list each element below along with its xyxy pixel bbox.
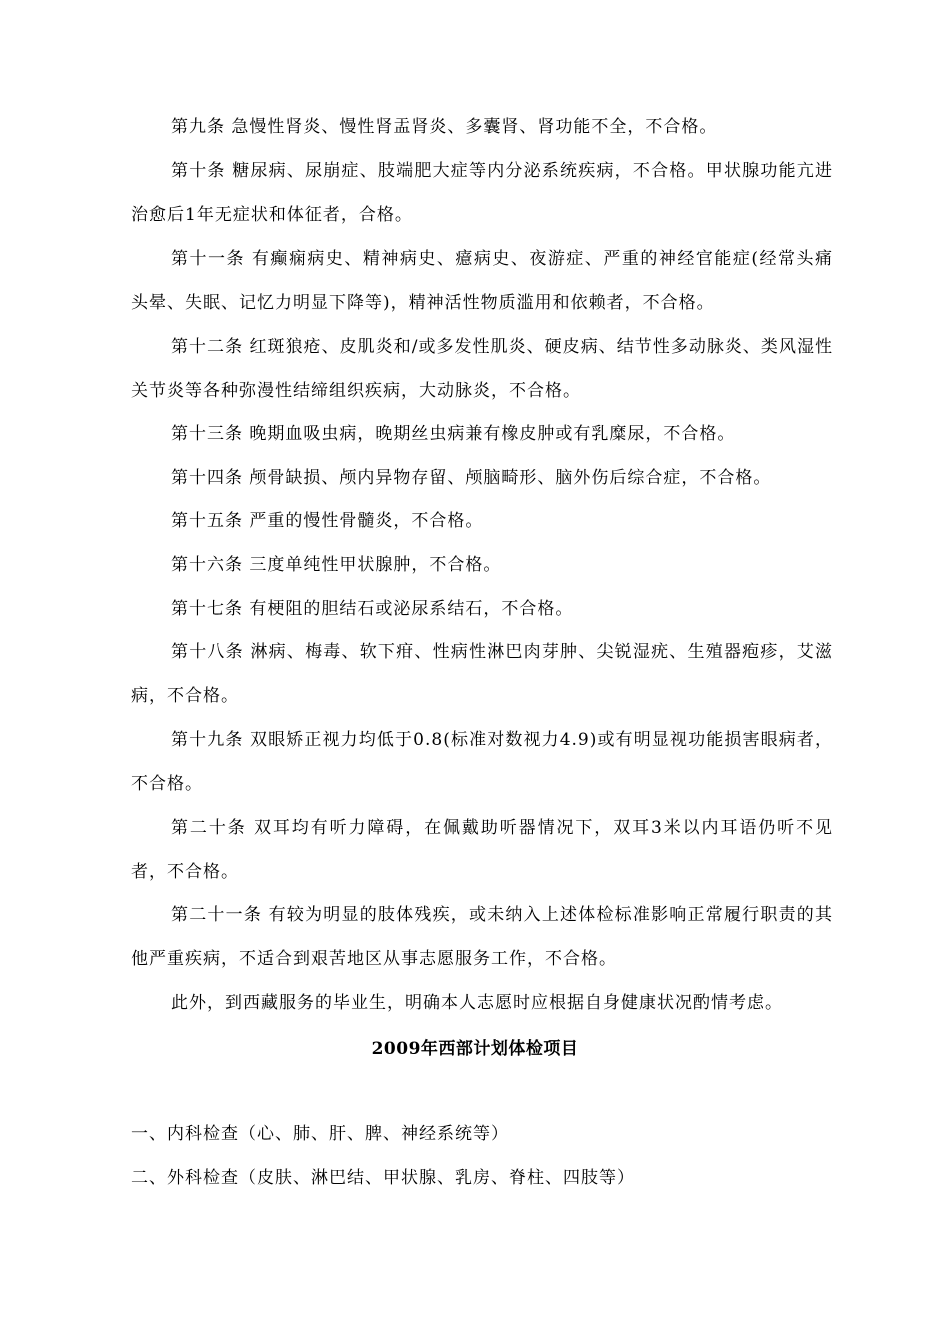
exam-item-surgical: 二、外科检查（皮肤、淋巴结、甲状腺、乳房、脊柱、四肢等） — [131, 1168, 635, 1188]
article-11: 第十一条 有癫痫病史、精神病史、癔病史、夜游症、严重的神经官能症(经常头痛头晕、失眠、记忆力明显下降等)，精神活性物质滥用和依赖者，不合格。 — [131, 249, 833, 313]
exam-item-internal: 一、内科检查（心、肺、肝、脾、神经系统等） — [131, 1124, 509, 1144]
article-14: 第十四条 颅骨缺损、颅内异物存留、颅脑畸形、脑外伤后综合症，不合格。 — [171, 468, 772, 488]
article-9: 第九条 急慢性肾炎、慢性肾盂肾炎、多囊肾、肾功能不全，不合格。 — [171, 117, 718, 137]
article-12: 第十二条 红斑狼疮、皮肌炎和/或多发性肌炎、硬皮病、结节性多动脉炎、类风湿性关节炎等各种弥漫性结缔组织疾病，大动脉炎，不合格。 — [131, 337, 833, 401]
article-18: 第十八条 淋病、梅毒、软下疳、性病性淋巴肉芽肿、尖锐湿疣、生殖器疱疹，艾滋病，不合格。 — [131, 642, 833, 706]
article-15: 第十五条 严重的慢性骨髓炎，不合格。 — [171, 511, 484, 531]
article-20: 第二十条 双耳均有听力障碍，在佩戴助听器情况下，双耳3米以内耳语仍听不见者，不合格。 — [131, 818, 833, 882]
article-17: 第十七条 有梗阻的胆结石或泌尿系结石，不合格。 — [171, 599, 574, 619]
tibet-note: 此外，到西藏服务的毕业生，明确本人志愿时应根据自身健康状况酌情考虑。 — [171, 993, 783, 1013]
article-21: 第二十一条 有较为明显的肢体残疾，或未纳入上述体检标准影响正常履行职责的其他严重疾病，不适合到艰苦地区从事志愿服务工作，不合格。 — [131, 905, 833, 969]
article-19: 第十九条 双眼矫正视力均低于0.8(标准对数视力4.9)或有明显视功能损害眼病者，不合格。 — [131, 730, 833, 794]
article-13: 第十三条 晚期血吸虫病，晚期丝虫病兼有橡皮肿或有乳糜尿，不合格。 — [171, 424, 736, 444]
article-10: 第十条 糖尿病、尿崩症、肢端肥大症等内分泌系统疾病，不合格。甲状腺功能亢进治愈后1年无症状和体征者，合格。 — [131, 161, 833, 225]
section-title: 2009年西部计划体检项目 — [371, 1039, 579, 1059]
article-16: 第十六条 三度单纯性甲状腺肿，不合格。 — [171, 555, 502, 575]
